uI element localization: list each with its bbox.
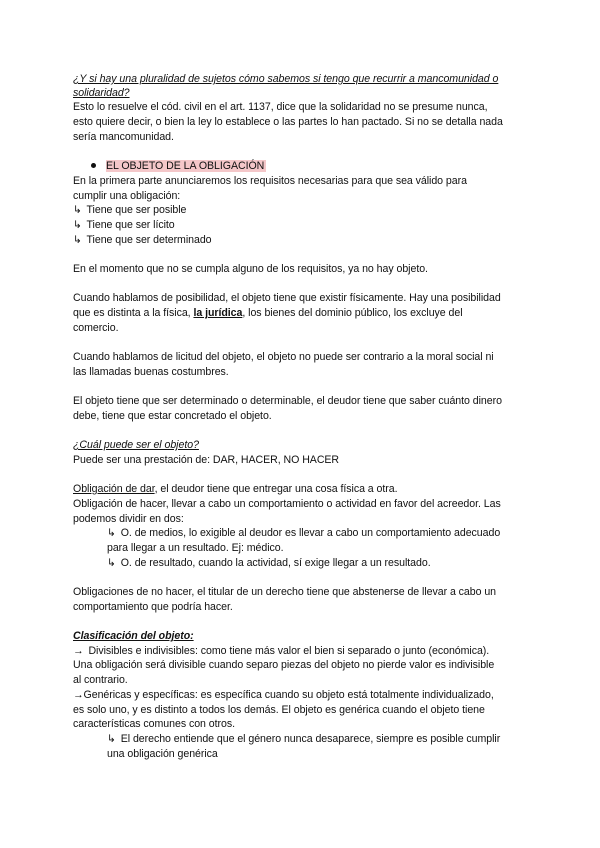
paragraph-line: Puede ser una prestación de: DAR, HACER, NO HACER	[73, 454, 340, 466]
underlined-term: Obligación de dar	[73, 483, 155, 495]
text-run: que es distinta a la física,	[73, 307, 194, 319]
paragraph-line	[73, 306, 463, 321]
bullet-icon	[91, 163, 96, 168]
list-item	[73, 203, 186, 218]
paragraph-line: El objeto tiene que ser determinado o determinable, el deudor tiene que saber cuánto dinero	[73, 395, 502, 407]
list-item	[107, 556, 431, 571]
paragraph-line: debe, tiene que estar concretado el objeto.	[73, 410, 272, 422]
paragraph-line: Obligaciones de no hacer, el titular de un derecho tiene que abstenerse de llevar a cabo un	[73, 586, 497, 598]
question-heading-cont	[73, 86, 130, 101]
arrow-right-icon: →	[73, 645, 84, 657]
list-item-label: Tiene que ser determinado	[86, 234, 212, 246]
list-item	[73, 233, 212, 248]
question-line-2: solidaridad?	[73, 87, 130, 99]
list-item	[107, 526, 500, 541]
list-item-cont: una obligación genérica	[107, 748, 218, 760]
subsection-heading: Clasificación del objeto:	[73, 630, 194, 642]
paragraph-line: Cuando hablamos de posibilidad, el objeto tiene que existir físicamente. Hay una posibilidad	[73, 292, 501, 304]
paragraph-line: características comunes con otros.	[73, 718, 235, 730]
list-item-label: O. de medios, lo exigible al deudor es llevar a cabo un comportamiento adecuado	[120, 527, 501, 539]
paragraph-line: al contrario.	[73, 674, 128, 686]
paragraph-line: comercio.	[73, 322, 119, 334]
list-item	[107, 732, 500, 747]
list-item	[73, 688, 494, 703]
paragraph-line: Una obligación será divisible cuando separo piezas del objeto no pierde valor es indivisible	[73, 659, 495, 671]
paragraph-line: Obligación de hacer, llevar a cabo un comportamiento o actividad en favor del acreedor. Las	[73, 498, 501, 510]
list-item-label: Tiene que ser posible	[86, 204, 187, 216]
list-item-label: El derecho entiende que el género nunca desaparece, siempre es posible cumplir	[120, 733, 501, 745]
sub-arrow-icon: ↳	[107, 733, 116, 745]
list-item	[73, 644, 489, 659]
paragraph-line: esto quiere decir, o bien la ley lo establece o las partes lo han pactado. Si no se detalla nada	[73, 116, 503, 128]
paragraph-line	[73, 482, 398, 497]
list-item-label: O. de resultado, cuando la actividad, sí exige llegar a un resultado.	[120, 557, 431, 569]
sub-arrow-icon: ↳	[107, 557, 116, 569]
list-item-label: Genéricas y específicas: es específica cuando su objeto está totalmente individualizado,	[83, 689, 494, 701]
question-line-1: ¿Y si hay una pluralidad de sujetos cómo sabemos si tengo que recurrir a mancomunidad o	[73, 73, 499, 85]
sub-arrow-icon: ↳	[73, 204, 82, 216]
text-run: , los bienes del dominio público, los excluye del	[242, 307, 463, 319]
paragraph-line: En el momento que no se cumpla alguno de los requisitos, ya no hay objeto.	[73, 263, 428, 275]
paragraph-line: sería mancomunidad.	[73, 131, 174, 143]
paragraph-line: Esto lo resuelve el cód. civil en el art. 1137, dice que la solidaridad no se presume nunca,	[73, 101, 488, 113]
paragraph-line: es solo uno, y es distinto a todos los demás. El objeto es genérica cuando el objeto tiene	[73, 704, 485, 716]
list-item-cont: para llegar a un resultado. Ej: médico.	[107, 542, 284, 554]
arrow-right-icon: →	[73, 689, 84, 701]
text-run: , el deudor tiene que entregar una cosa física a otra.	[154, 483, 398, 495]
list-item	[73, 218, 175, 233]
sub-arrow-icon: ↳	[107, 527, 116, 539]
question-heading	[73, 72, 498, 87]
paragraph-line: En la primera parte anunciaremos los requisitos necesarias para que sea válido para	[73, 175, 467, 187]
section-heading	[73, 159, 266, 174]
paragraph-line: podemos dividir en dos:	[73, 513, 184, 525]
paragraph-line: comportamiento que podría hacer.	[73, 601, 233, 613]
list-item-label: Tiene que ser lícito	[86, 219, 175, 231]
list-item-label: Divisibles e indivisibles: como tiene más valor el bien si separado o junto (económica).	[88, 645, 490, 657]
paragraph-line: cumplir una obligación:	[73, 190, 181, 202]
sub-arrow-icon: ↳	[73, 234, 82, 246]
section-heading-label: EL OBJETO DE LA OBLIGACIÓN	[106, 160, 265, 172]
paragraph-line: las llamadas buenas costumbres.	[73, 366, 229, 378]
question-heading: ¿Cuál puede ser el objeto?	[73, 439, 199, 451]
paragraph-line: Cuando hablamos de licitud del objeto, el objeto no puede ser contrario a la moral social ni	[73, 351, 494, 363]
sub-arrow-icon: ↳	[73, 219, 82, 231]
emphasis-term: la jurídica	[193, 307, 243, 319]
